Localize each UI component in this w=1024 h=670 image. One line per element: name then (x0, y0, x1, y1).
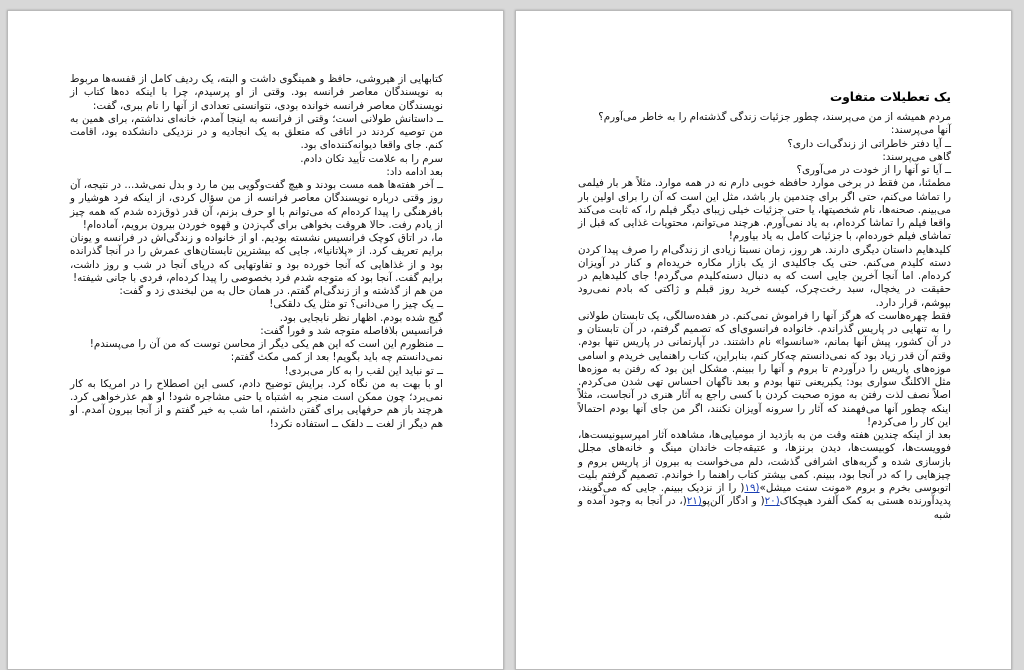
paragraph-part: ( و ادگار آلن‌پو (701, 495, 765, 508)
paragraph: مطمئنا، من فقط در برخی موارد حافظه خوبی دارم نه در همه موارد. مثلاً هر بار فیلمی را تماشا می‌کنم، حتی اگر برای چندمین بار باشد، مثل این است که آن را برای اولین بار می‌بینم. صحنه‌ها، نام شخصیتها، یا حتی جزئیات خیلی زیبای دیگر فیلم را، که ثابت می‌کند واقعا فیلم را تماشا کرده‌ام، به یاد نمی‌آورم. هرچند می‌توانم، محتویات غذایی که قبل از تماشای فیلم خورده‌ام، با جزئیات کامل به یاد بیاورم! (578, 177, 951, 243)
paragraph-with-notes (578, 429, 951, 522)
paragraph: کلیدهایم داستان دیگری دارند. هر روز، زمان نسبتا زیادی از زندگی‌ام را صرف پیدا کردن دسته کلیدم می‌کنم. حتی یک جاکلیدی از یک بازار مکاره خریده‌ام و کنار در آویزان کرده‌ام. اما آنجا آخرین جایی است که به دنبال دسته‌کلیدم می‌گردم! جای کلیدهایم در حقیقت در یخچال، سبد رخت‌چرک، کیسه خرید روز قبلم و ژاکتی که بادم نمی‌رود بپوشم، قرار دارد. (578, 243, 951, 309)
paragraph: سرم را به علامت تأیید تکان دادم. (300, 152, 443, 165)
paragraph: گیج شده بودم. اظهار نظر نابجایی بود. (279, 311, 443, 324)
paragraph-part: ( را از نزدیک ببینم. جایی که می‌گویند، پدیدآورنده هستی به کمک آلفرد هیچکاک (578, 482, 952, 508)
paragraph: من هم از گذشته و از زندگی‌ام گفتم. در همان حال به من لبخندی زد و گفت: (119, 285, 443, 297)
paragraph: ــ داستانش طولانی است؛ وقتی از فرانسه به اینجا آمدم، خانه‌ای نداشتم، برای همین به من توصیه کردند در اتاقی که متعلق به یک انجادیه و در نزدیکی دانشکده بود، اقامت کنم. جای واقعا دیوانه‌کننده‌ای بود. (70, 112, 443, 152)
paragraph: ما، در اتاق کوچک فرانسیس نشسته بودیم. او از خانواده و زندگی‌اش در فرانسه و یونان برایم تعریف کرد. از «پلاتانیا»، جایی که بیشترین تابستان‌های عمرش را در آنجا گذرانده بود و از غذاهایی که آنجا خورده بود و تفاوتهایی که دریای آنجا در شب و روز داشت، برایم گفت. آنجا بود که متوجه شدم فرد بخصوصی را پیدا کرده‌ام، فردی با جانی شیفته! (70, 232, 443, 284)
right-page (515, 10, 1012, 670)
footnote-link[interactable]: (۲۰ (764, 495, 780, 508)
paragraph: ــ آیا تو آنها را از خودت در می‌آوری؟ (796, 164, 951, 176)
left-page-text (70, 73, 443, 431)
paragraph: نمی‌دانستم چه باید بگویم! بعد از کمی مکث گفتم: (230, 351, 443, 364)
paragraph: ــ آخر هفته‌ها همه مست بودند و هیچ گفت‌وگویی بین ما رد و بدل نمی‌شد... در نتیجه، آن روز وقتی درباره نویسندگان معاصر فرانسه از من سؤال کردی، از اینکه فرد هوشیار و بافرهنگی را پیدا کرده‌ام که می‌توانم با او حرف بزنم، آن قدر ذوق‌زده شدم که همه چیز از یادم رفت. حالا هروقت بخواهی برای گپ‌زدن و قهوه خوردن بیرون برویم، آماده‌ام! (70, 179, 443, 231)
paragraph: فرانسیس بلافاصله متوجه شد و فورا گفت: (260, 324, 443, 337)
paragraph-part: بعد از اینکه چندین هفته وقت من به بازدید از مومیایی‌ها، مشاهده آثار امپرسیونیست‌ها، فوویست‌ها، کوبیست‌ها، دیدن برنزها، و عتیقه‌جات خاندان مینگ و خانه‌های مجلل بازسازی شده و گربه‌های اشرافی گذشت، دلم می‌خواست به بیرون از پاریس بروم و چیزهایی را که در آنجا بود، ببینم. کمی بیشتر کتاب راهنما را خواندم. تصمیم گرفتم بلیت اتوبوسی بخرم و بروم «مونت سنت میشل» (578, 429, 951, 494)
paragraph: فقط چهره‌هاست که هرگز آنها را فراموش نمی‌کنم. در هفده‌سالگی، یک تابستان طولانی را به تنهایی در پاریس گذراندم. خانواده فرانسوی‌ای که تصمیم گرفتم، در آن تابستان و در آن کشور، پیش آنها بمانم، «سانسوا» نام داشتند. در آپارتمانی در پاریس تنها بودم. وقتم آن قدر زیاد بود که نمی‌دانستم چه‌کار کنم، بنابراین، کتاب راهنمایی خریدم و اسامی موزه‌های پاریس را درآوردم تا بروم و آنها را ببینم. مشکل این بود که رفتن به موزه‌ها مثل الاکلنگ سواری بود: یکبریعنی تنها بودم و بعد ناگهان احساس تهی شدن می‌کردم. اصلاً نصف لذت رفتن به موزه صحبت کردن با کسی راجع به آثار هنری در آنجاست، مثلاً اینکه چطور آنها می‌فهمند که آثار را سرونه آویزان نکنند، اگر من جای آنها بودم احتمالاً این کار را می‌کردم! (578, 309, 951, 428)
paragraph: بعد ادامه داد: (386, 165, 443, 178)
paragraph: ــ یک چیز را می‌دانی؟ تو مثل یک دلقکی! (269, 298, 443, 311)
right-page-text (578, 111, 951, 522)
footnote-link[interactable]: (۲۱ (686, 495, 702, 508)
paragraph: او با بهت به من نگاه کرد. برایش توضیح دادم، کسی این اصطلاح را در امریکا به کار نمی‌برد؛ چون ممکن است منجر به اشتباه یا حتی مشاجره شود! او هم عذرخواهی کرد. هرچند باز هم حرفهایی برای گفتن داشتم، اما شب به خیر گفتم و از آنجا بیرون آمدم. او هم دیگر از لغت ــ دلقک ــ استفاده نکرد! (70, 377, 443, 430)
paragraph-part: (، در آنجا به وجود آمده و شبه (578, 495, 951, 521)
paragraph: ــ تو نباید این لقب را به کار می‌بردی! (284, 364, 443, 377)
footnote-link[interactable]: (۱۹ (744, 482, 760, 494)
paragraph: کتابهایی از هیروشی، حافظ و همینگوی داشت و البته، یک ردیف کامل از قفسه‌ها مربوط به نویسندگان معاصر فرانسه بود. وقتی از او پرسیدم، چرا با اینکه ده‌ها کتاب از نویسندگان معاصر فرانسه خوانده بودی، نتوانستی تعدادی از آنها را نام ببری، گفت: (70, 73, 443, 112)
paragraph: ــ منظورم این است که این هم یکی دیگر از محاسن توست که من آن را می‌پسندم! (89, 338, 443, 350)
chapter-heading: یک تعطیلات متفاوت (829, 90, 951, 104)
paragraph: مردم همیشه از من می‌پرسند، چطور جزئیات زندگی گذشته‌ام را به خاطر می‌آورم؟ (598, 111, 951, 123)
paragraph: آنها می‌پرسند: (890, 124, 951, 137)
paragraph: ــ آیا دفتر خاطراتی از زندگی‌ات داری؟ (787, 137, 951, 150)
left-page (7, 10, 504, 670)
paragraph: گاهی می‌پرسند: (882, 150, 951, 163)
